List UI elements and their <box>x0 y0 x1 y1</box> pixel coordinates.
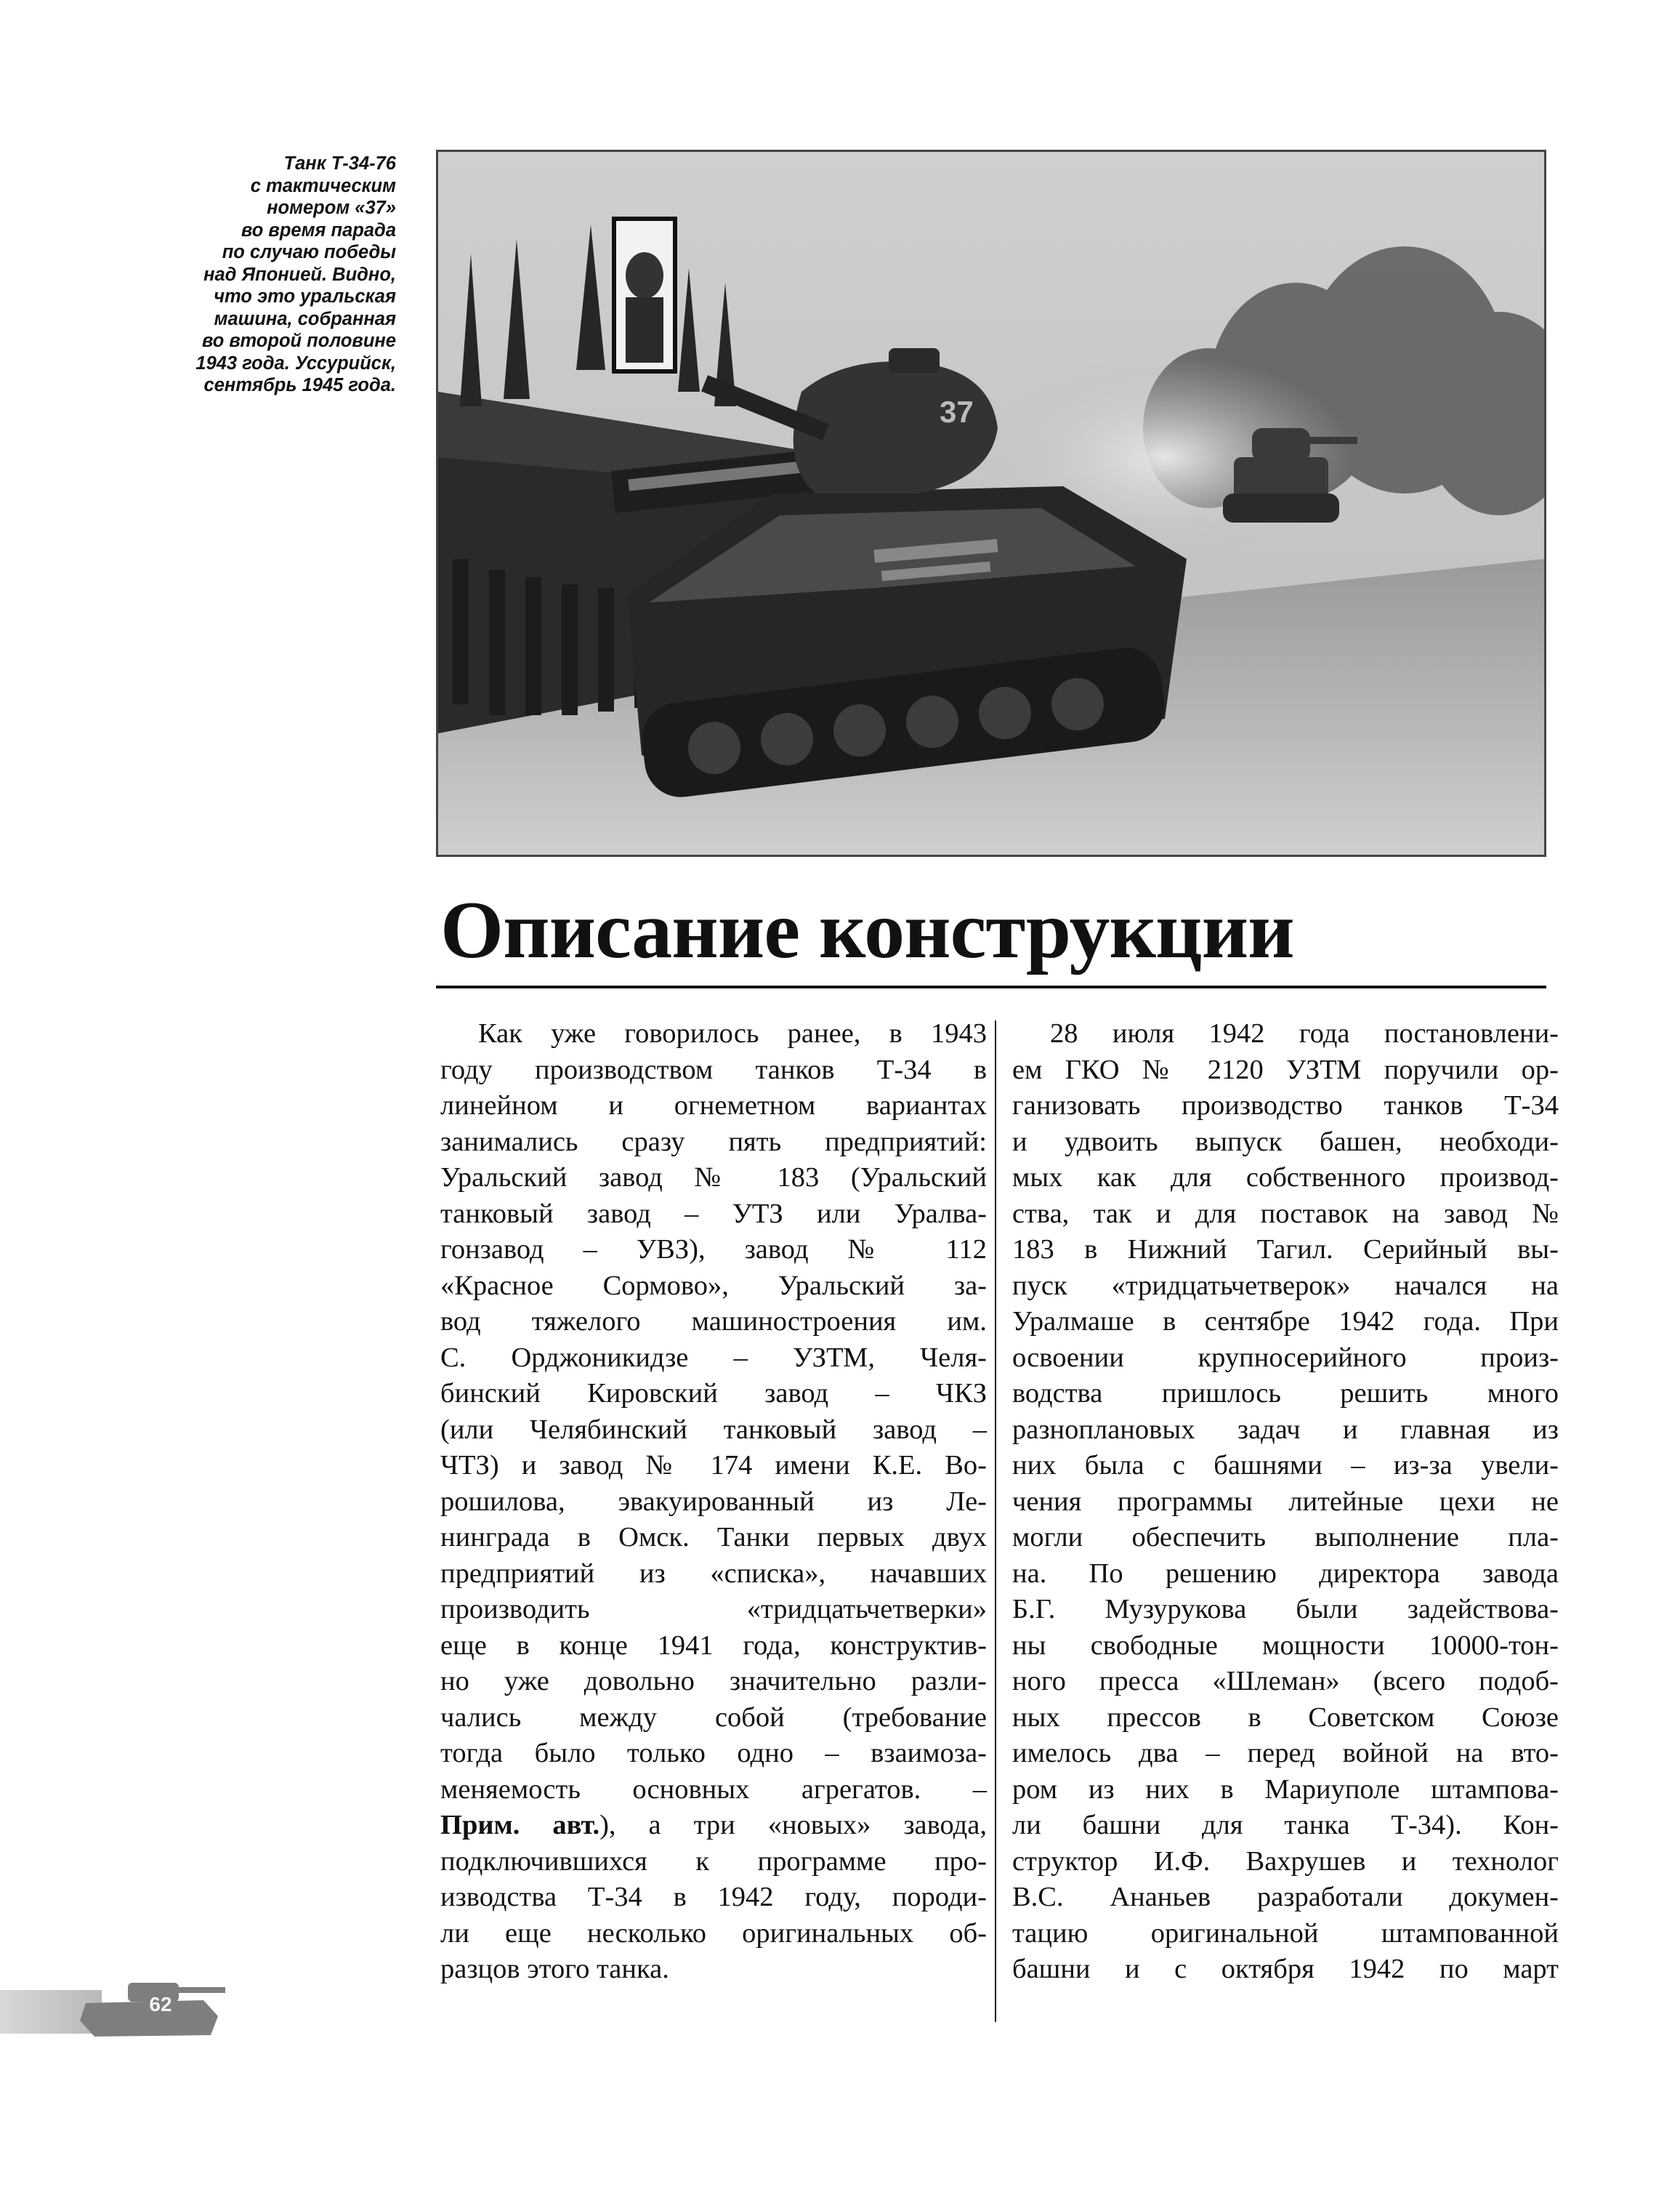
caption-line: с тактическим <box>250 175 396 196</box>
heading-rule <box>436 986 1546 988</box>
parade-photo <box>436 150 1546 857</box>
text-line: пуск «тридцатьчетверок» начался на <box>1012 1270 1559 1301</box>
text-line: В.С. Ананьев разработали докумен- <box>1012 1882 1559 1912</box>
text-line: С. Орджоникидзе – УЗТМ, Челя- <box>440 1342 987 1373</box>
text-line: чались между собой (требование <box>440 1701 987 1733</box>
text-line: ли башни для танка Т-34). Кон- <box>1012 1810 1559 1840</box>
text-line-with-bold <box>440 1808 987 1844</box>
right-column <box>1012 1016 1559 1988</box>
text-line: танковый завод – УТЗ или Уралва- <box>440 1198 987 1229</box>
text-line: (или Челябинский танковый завод – <box>440 1414 987 1445</box>
text-line: ных прессов в Советском Союзе <box>1012 1701 1559 1733</box>
section-heading: Описание конструкции <box>440 885 1294 975</box>
text-line: тогда было только одно – взаимоза- <box>440 1738 987 1768</box>
text-line: ганизовать производство танков Т-34 <box>1012 1090 1559 1121</box>
bold-note: Прим. авт. <box>440 1810 600 1840</box>
page-number: 62 <box>149 1993 172 2015</box>
text-line: ны свободные мощности 10000-тон- <box>1012 1630 1559 1661</box>
text-line: структор И.Ф. Вахрушев и технолог <box>1012 1845 1559 1877</box>
text-line: Уральский завод № 183 (Уральский <box>440 1162 987 1193</box>
text-line: разцов этого танка. <box>440 1954 669 1984</box>
text-line: них была с башнями – из-за увели- <box>1012 1450 1559 1481</box>
left-column <box>440 1016 987 1988</box>
text-line: мых как для собственного производ- <box>1012 1162 1559 1193</box>
text-line: предприятий из «списка», начавших <box>440 1558 987 1589</box>
text-line: ром из них в Мариуполе штампова- <box>1012 1773 1559 1805</box>
text-line: водства пришлось решить много <box>1012 1378 1559 1409</box>
text-line: Как уже говорилось ранее, в 1943 <box>478 1018 987 1049</box>
text-line: вод тяжелого машиностроения им. <box>440 1306 987 1337</box>
caption-line: во время парада <box>241 219 396 241</box>
caption-line: что это уральская <box>214 286 396 307</box>
text-line: нинграда в Омск. Танки первых двух <box>440 1522 987 1552</box>
caption-line: во второй половине <box>201 331 396 351</box>
text-line: на. По решению директора завода <box>1012 1558 1559 1589</box>
text-line: и удвоить выпуск башен, необходи- <box>1012 1126 1559 1157</box>
portrait-icon <box>614 219 675 371</box>
caption-line: Танк Т-34-76 <box>283 153 396 174</box>
column-divider <box>995 1020 996 2022</box>
text-line: но уже довольно значительно разли- <box>440 1666 987 1696</box>
turret-number: 37 <box>940 395 974 429</box>
text-line: тацию оригинальной штампованной <box>1012 1917 1559 1949</box>
text-line: ли еще несколько оригинальных об- <box>440 1917 987 1949</box>
text-line: ЧТЗ) и завод № 174 имени К.Е. Во- <box>440 1450 987 1481</box>
text-line: 183 в Нижний Тагил. Серийный вы- <box>1012 1234 1559 1265</box>
text-line: Уралмаше в сентябре 1942 года. При <box>1012 1306 1559 1337</box>
text-fragment: ), а три «новых» завода, <box>599 1810 987 1840</box>
text-line: ем ГКО № 2120 УЗТМ поручили ор- <box>1012 1054 1559 1085</box>
text-line: освоении крупносерийного произ- <box>1012 1342 1559 1373</box>
text-line: бинский Кировский завод – ЧКЗ <box>440 1378 987 1409</box>
page-folio <box>0 1978 233 2041</box>
text-line: еще в конце 1941 года, конструктив- <box>440 1630 987 1661</box>
text-line: подключившихся к программе про- <box>440 1845 987 1877</box>
caption-line: над Японией. Видно, <box>203 264 396 285</box>
text-line: линейном и огнеметном вариантах <box>440 1090 987 1121</box>
text-line: производить «тридцатьчетверки» <box>440 1594 987 1624</box>
text-line: башни и с октября 1942 по март <box>1012 1954 1559 1984</box>
text-line: «Красное Сормово», Уральский за- <box>440 1270 987 1301</box>
text-line: ства, так и для поставок на завод № <box>1012 1198 1559 1229</box>
text-line: ного пресса «Шлеман» (всего подоб- <box>1012 1666 1559 1696</box>
text-line: изводства Т-34 в 1942 году, породи- <box>440 1882 987 1912</box>
photo-caption <box>109 153 396 397</box>
text-line: Б.Г. Музурукова были задействова- <box>1012 1594 1559 1624</box>
text-line: году производством танков Т-34 в <box>440 1054 987 1085</box>
text-line: могли обеспечить выполнение пла- <box>1012 1522 1559 1552</box>
caption-line: 1943 года. Уссурийск, <box>195 353 396 374</box>
text-line: имелось два – перед войной на вто- <box>1012 1738 1559 1768</box>
text-line: меняемость основных агрегатов. – <box>440 1773 987 1805</box>
text-line: рошилова, эвакуированный из Ле- <box>440 1486 987 1517</box>
text-line: чения программы литейные цехи не <box>1012 1486 1559 1517</box>
caption-line: номером «37» <box>267 198 396 218</box>
text-line: гонзавод – УВЗ), завод № 112 <box>440 1234 987 1265</box>
caption-line: машина, собранная <box>214 308 396 329</box>
caption-line: по случаю победы <box>222 242 396 262</box>
text-line: разноплановых задач и главная из <box>1012 1414 1559 1445</box>
text-line: занимались сразу пять предприятий: <box>440 1126 987 1157</box>
text-line: 28 июля 1942 года постановлени- <box>1050 1018 1559 1049</box>
caption-line: сентябрь 1945 года. <box>203 375 396 395</box>
